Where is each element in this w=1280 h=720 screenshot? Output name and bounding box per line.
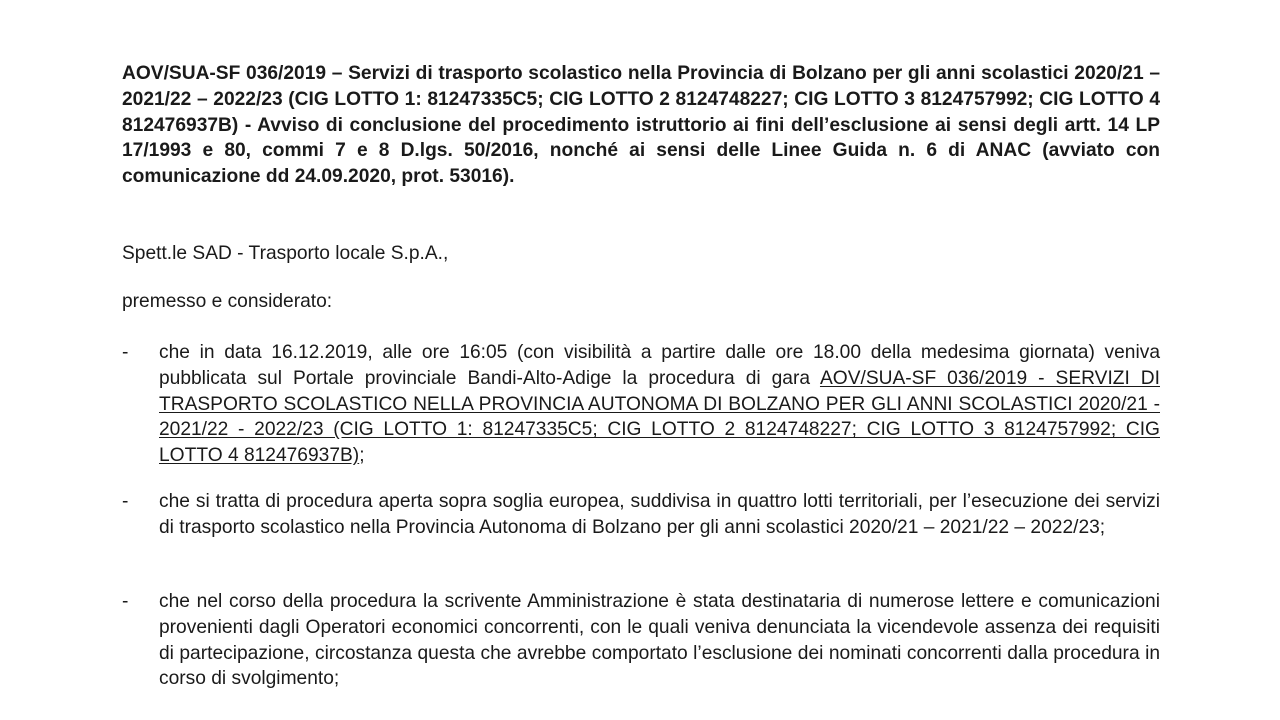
list-item-text-before: che in data 16.12.2019, alle ore 16:05 (con visibilità a partire dalle ore 18.00 della medesima giornata) veniva pubblicata sul Portale provinciale Bandi-Alto-Adige la procedura di gara (159, 342, 1160, 389)
salutation: Spett.le SAD - Trasporto locale S.p.A., (122, 243, 449, 264)
bullet-dash: - (122, 591, 129, 612)
premise-line: premesso e considerato: (122, 291, 333, 312)
bullet-dash: - (122, 342, 129, 363)
bullet-dash: - (122, 491, 129, 512)
document-heading: AOV/SUA-SF 036/2019 – Servizi di trasporto scolastico nella Provincia di Bolzano per gli anni scolastici 2020/21 – 2021/22 – 2022/23 (CIG LOTTO 1: 81247335C5; CIG LOTTO 2 8124748227; CIG LOTTO 3 8124757992; CIG LOTTO 4 812476937B) - Avviso di conclusione del procedimento istruttorio ai fini dell’esclusione ai sensi degli artt. 14 LP 17/1993 e 80, commi 7 e 8 D.lgs. 50/2016, nonché ai sensi delle Linee Guida n. 6 di ANAC (avviato con comunicazione dd 24.09.2020, prot. 53016). (122, 63, 1160, 188)
document-page (122, 61, 1160, 690)
list-item-text (159, 340, 1160, 469)
list-item (122, 489, 1160, 541)
procedure-title-underlined: AOV/SUA-SF 036/2019 - SERVIZI DI TRASPORTO SCOLASTICO NELLA PROVINCIA AUTONOMA DI BOLZANO PER GLI ANNI SCOLASTICI 2020/21 - 2021/22 - 2022/23 (CIG LOTTO 1: 81247335C5; CIG LOTTO 2 8124748227; CIG LOTTO 3 8124757992; CIG LOTTO 4 812476937B) (159, 367, 1160, 467)
list-item (122, 340, 1160, 469)
list-item-text: che nel corso della procedura la scrivente Amministrazione è stata destinataria di numerose lettere e comunicazioni provenienti dagli Operatori economici concorrenti, con le quali veniva denunciata la vicendevole assenza dei requisiti di partecipazione, circostanza questa che avrebbe comportato l’esclusione dei nominati concorrenti dalla procedura in corso di svolgimento; (159, 591, 1160, 690)
list-item-text-after: ; (359, 445, 365, 467)
list-item (122, 589, 1160, 692)
list-item-text: che si tratta di procedura aperta sopra soglia europea, suddivisa in quattro lotti territoriali, per l’esecuzione dei servizi di trasporto scolastico nella Provincia Autonoma di Bolzano per gli anni scolastici 2020/21 – 2021/22 – 2022/23; (159, 491, 1160, 538)
